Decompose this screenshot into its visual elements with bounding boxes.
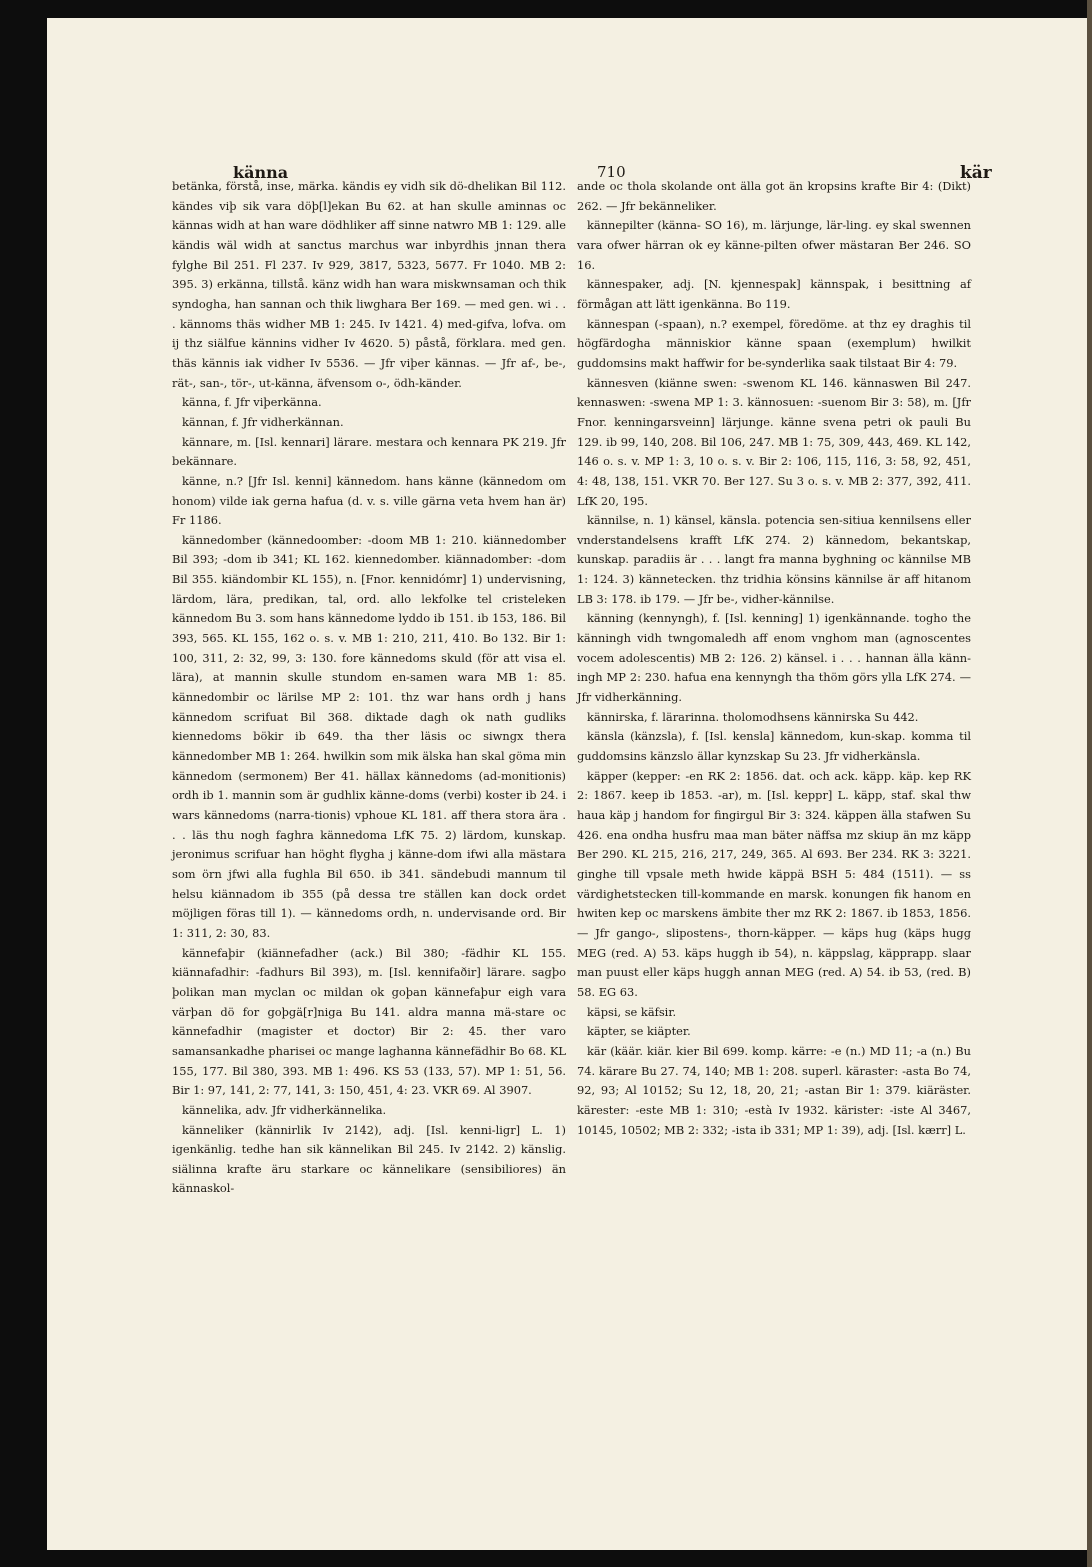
entry-kanna-continued: betänka, förstå, inse, märka. kändis ey vidh sik dö-dhelikan Bil 112. kändes viþ sik vara döþ[l]ekan Bu 62. at han skulle aminnas oc kännas widh at han ware dödhliker aff sinne natwro MB 1: 129. alle kändis wäl widh at sanctus marchus war inbyrdhis jnnan thera fylghe Bil 251. Fl 237. Iv 929, 3817, 5323, 5677. Fr 1040. MB 2: 395. 3) erkänna, tillstå. känz widh han wara miskwnsaman och thik syndogha, han sannan och thik liwghara Ber 169. — med gen. wi . . . kännoms thäs widher MB 1: 245. Iv 1421. 4) med-gifva, lofva. om ij thz siälfue kännins vidher Iv 4620. 5) påstå, förklara. med gen. thäs kännis iak vidher Iv 5536. — Jfr viþer kännas. — Jfr af-, be-, rät-, san-, tör-, ut-känna, äfvensom o-, ödh-känder. (172, 179, 566, 390)
left-column (172, 177, 566, 1199)
entry-kannepilter: kännepilter (känna- SO 16), m. lärjunge, lär-ling. ey skal swennen vara ofwer härran ok ey känne-pilten ofwer mästaran Ber 246. SO 16. (577, 218, 971, 272)
entry-kansla: känsla (känzsla), f. [Isl. kensla] kännedom, kun-skap. komma til guddomsins känzslo ällar kynzskap Su 23. Jfr vidherkänsla. (577, 729, 971, 764)
entry-kapsi: käpsi, se käfsir. (587, 1004, 677, 1019)
entry-kannesven: kännesven (kiänne swen: -swenom KL 146. kännaswen Bil 247. kennaswen: -swena MP 1: 3. kännosuen: -suenom Bir 3: 58), m. [Jfr Fnor. kenningarsveinn] lärjunge. känne svena petri ok pauli Bu 129. ib 99, 140, 208. Bil 106, 247. MB 1: 75, 309, 443, 469. KL 142, 146 o. s. v. MP 1: 3, 10 o. s. v. Bir 2: 106, 115, 116, 3: 58, 92, 451, 4: 48, 138, 151. VKR 70. Ber 127. Su 3 o. s. v. MB 2: 377, 392, 411. LfK 20, 195. (577, 375, 971, 508)
entry-kannefathir: kännefaþir (kiännefadher (ack.) Bil 380; -fädhir KL 155. kiännafadhir: -fadhurs Bil 393), m. [Isl. kennifaðir] lärare. sagþo þolikan man myclan oc mildan ok goþan kännefaþur eigh vara värþan dö for goþgä[r]niga Bu 141. aldra manna mä-stare oc kännefadhir (magister et doctor) Bir 2: 45. ther varo samansankadhe pharisei oc mange laghanna kännefädhir Bo 68. KL 155, 177. Bil 380, 393. MB 1: 496. KS 53 (133, 57). MP 1: 51, 56. Bir 1: 97, 141, 2: 77, 141, 3: 150, 451, 4: 23. VKR 69. Al 3907. (172, 945, 566, 1098)
entry-kar: kär (käär. kiär. kier Bil 699. komp. kärre: -e (n.) MD 11; -a (n.) Bu 74. kärare Bu 27. 74, 140; MB 1: 208. superl. käraster: -asta Bo 74, 92, 93; Al 10152; Su 12, 18, 20, 21; -astan Bir 1: 379. kiäräster. kärester: -este MB 1: 310; -està Iv 1932. kärister: -iste Al 3467, 10145, 10502; MB 2: 332; -ista ib 331; MP 1: 39), adj. [Isl. kærr] L. (577, 1043, 971, 1137)
page-edge (1087, 0, 1092, 1567)
entry-kanneliker: känneliker (kännirlik Iv 2142), adj. [Isl. kenni-ligr] L. 1) igenkänlig. tedhe han sik kännelikan Bil 245. Iv 2142. 2) känslig. siälinna krafte äru starkare oc kännelikare (sensibiliores) än kännaskol- (172, 1122, 566, 1196)
right-column (577, 177, 971, 1140)
entry-kapper: käpper (kepper: -en RK 2: 1856. dat. och ack. käpp. käp. kep RK 2: 1867. keep ib 1853. -ar), m. [Isl. keppr] L. käpp, staf. skal thw haua käp j handom for fingirgul Bir 3: 324. käppen älla stafwen Su 426. ena ondha husfru maa man bäter näffsa mz skiup än mz käpp Ber 290. KL 215, 216, 217, 249, 365. Al 693. Ber 234. RK 3: 3221. ginghe till vpsale meth hwide käppä BSH 5: 484 (1511). — ss värdighetstecken till-kommande en marsk. konungen fik hanom en hwiten kep oc marskens ämbite ther mz RK 2: 1867. ib 1853, 1856. — Jfr gango-, slipostens-, thorn-käpper. — käps hug (käps hugg MEG (red. A) 53. käps huggh ib 54), n. käppslag, käpprapp. slaar man puust eller käps huggh annan MEG (red. A) 54. ib 53, (red. B) 58. EG 63. (577, 768, 971, 999)
header-right-headword: kär (960, 163, 992, 183)
entry-kannirska: kännirska, f. lärarinna. tholomodhsens kännirska Su 442. (587, 709, 919, 724)
entry-kannedomber: kännedomber (kännedoomber: -doom MB 1: 210. kiännedomber Bil 393; -dom ib 341; KL 162. kiennedomber. kiännadomber: -dom Bil 355. kiändombir KL 155), n. [Fnor. kennidómr] 1) undervisning, lärdom, lära, predikan, tal, ord. allo lekfolke tel cristeleken kännedom Bu 3. som hans kännedome lyddo ib 151. ib 153, 186. Bil 393, 565. KL 155, 162 o. s. v. MB 1: 210, 211, 410. Bo 132. Bir 1: 100, 311, 2: 32, 99, 3: 130. fore kännedoms skuld (för att visa el. lära), at mannin skulle stundom en-samen wara MB 1: 85. kännedombir oc lärilse MP 2: 101. thz war hans ordh j hans kännedom scrifuat Bil 368. diktade dagh ok nath gudliks kiennedoms bökir ib 649. tha ther läsis oc siwngx thera kännedomber MB 1: 264. hwilkin som mik älska han skal göma min kännedom (sermonem) Ber 41. hällax kännedoms (ad-monitionis) ordh ib 1. mannin som är gudhlix känne-doms (verbi) koster ib 24. i wars kännedoms (narra-tionis) vphoue KL 181. aff thera stora ära . . . läs thu nogh faghra kännedoma LfK 75. 2) lärdom, kunskap. jeronimus scrifuar han höght flygha j känne-dom ifwi alla mästara som örn jfwi alla fughla Bil 650. ib 341. sändebudi mannum til helsu kiännadom ib 355 (på dessa tre ställen kan dock ordet möjligen föras till 1). — kännedoms ordh, n. undervisande ord. Bir 1: 311, 2: 30, 83. (172, 532, 566, 940)
entry-kannare: kännare, m. [Isl. kennari] lärare. mestara och kennara PK 219. Jfr bekännare. (172, 434, 566, 469)
entry-kannan: kännan, f. Jfr vidherkännan. (182, 414, 344, 429)
entry-kannespaker: kännespaker, adj. [N. kjennespak] kännspak, i besittning af förmågan att lätt igenkänna. Bo 119. (577, 277, 971, 311)
entry-kannelika: kännelika, adv. Jfr vidherkännelika. (182, 1102, 387, 1117)
entry-kanneliker-continued: ande oc thola skolande ont älla got än kropsins krafte Bir 4: (Dikt) 262. — Jfr bekänneliker. (577, 179, 971, 213)
entry-kapter: käpter, se kiäpter. (587, 1024, 691, 1039)
entry-kannilse: kännilse, n. 1) känsel, känsla. potencia sen-sitiua kennilsens eller vnderstandelsens krafft LfK 274. 2) kännedom, bekantskap, kunskap. paradiis är . . . langt fra manna byghning oc kännilse MB 1: 124. 3) kännetecken. thz tridhia könsins kännilse är aff hitanom LB 3: 178. ib 179. — Jfr be-, vidher-kännilse. (577, 513, 971, 606)
entry-kannespan: kännespan (-spaan), n.? exempel, föredöme. at thz ey draghis til högfärdogha människior känne spaan (exemplum) hwilkit guddomsins makt haffwir for be-synderlika saak tilstaat Bir 4: 79. (577, 316, 971, 370)
entry-kanne: känne, n.? [Jfr Isl. kenni] kännedom. hans känne (kännedom om honom) vilde iak gerna hafua (d. v. s. ville gärna veta hvem han är) Fr 1186. (172, 473, 566, 528)
header-left-headword: känna (233, 163, 289, 182)
entry-kanna-f: känna, f. Jfr viþerkänna. (182, 395, 322, 410)
page-number: 710 (597, 163, 626, 181)
entry-kanning: känning (kennyngh), f. [Isl. kenning] 1) igenkännande. togho the känningh vidh twngomaledh aff enom vnghom man (agnoscentes vocem adolescentis) MB 2: 126. 2) känsel. i . . . hannan älla känn-ingh MP 2: 230. hafua ena kennyngh tha thöm görs ylla LfK 274. — Jfr vidherkänning. (577, 611, 971, 705)
